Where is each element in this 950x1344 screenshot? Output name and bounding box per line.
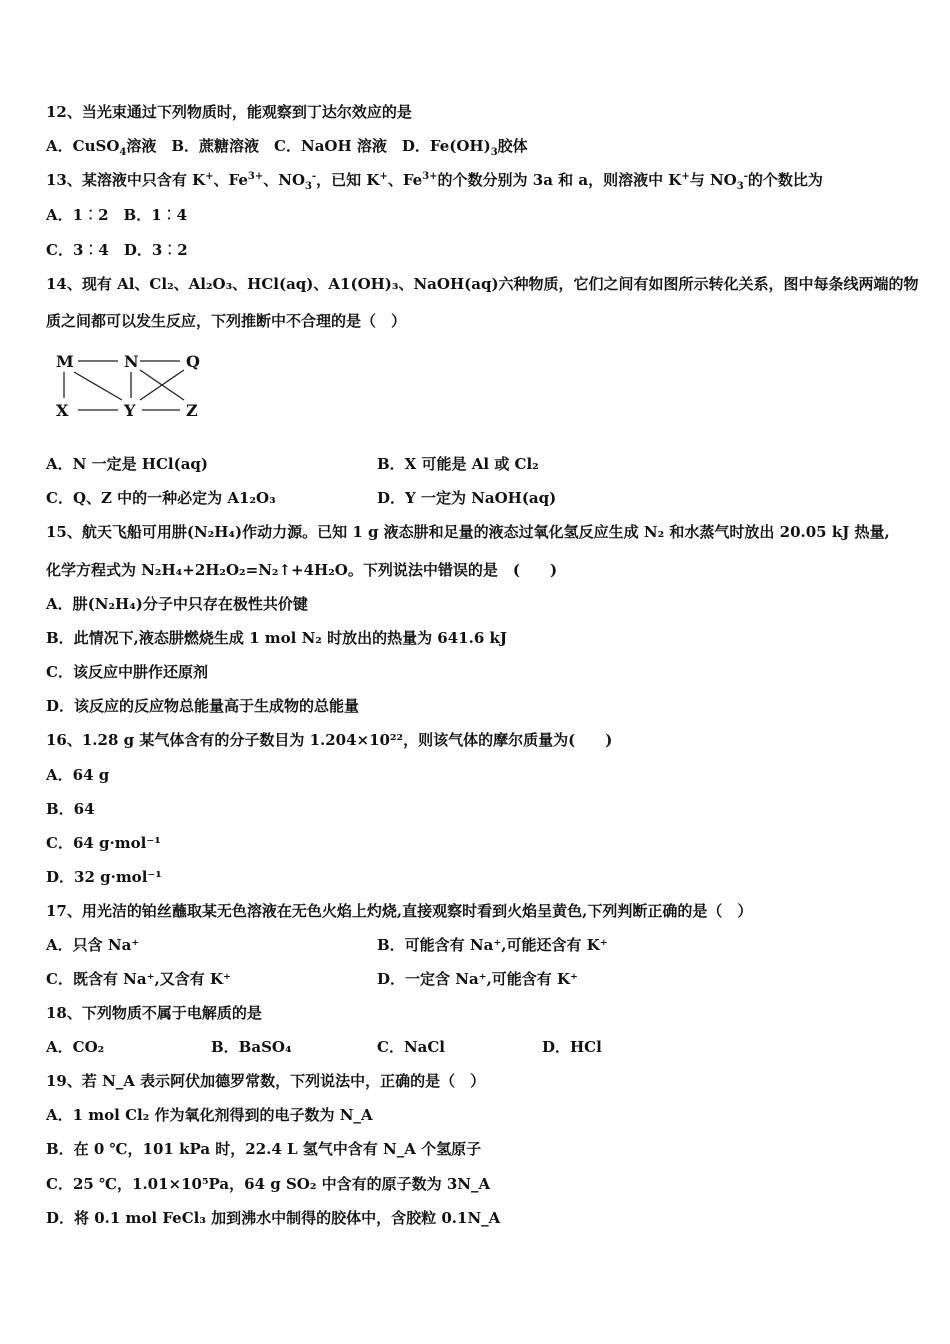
q16-option-d: D．32 g·mol⁻¹: [46, 868, 162, 886]
q19-option-d: D．将 0.1 mol FeCl₃ 加到沸水中制得的胶体中，含胶粒 0.1N_A: [46, 1209, 501, 1227]
q16-option-a: A．64 g: [46, 766, 110, 784]
q13-stem: 13、某溶液中只含有 K+、$Fe^{3+}$、$NO_3^-$，已知 K+、$Fe^{3+}$的个数分别为 3a 和 a，则溶液中 K+与 $NO_3^-$的个数比为: [46, 171, 823, 192]
node-n: N: [124, 352, 139, 371]
q18-option-b: B．BaSO₄: [211, 1038, 292, 1056]
q13-options-cd: C．3︰4 D．3︰2: [46, 241, 188, 259]
q15-option-a: A．肼(N₂H₄)分子中只存在极性共价键: [46, 595, 308, 613]
q17-option-d: D．一定含 Na⁺,可能含有 K⁺: [377, 970, 578, 988]
q18-stem: 18、下列物质不属于电解质的是: [46, 1004, 262, 1022]
q19-option-b: B．在 0 ℃，101 kPa 时，22.4 L 氢气中含有 N_A 个氢原子: [46, 1140, 482, 1158]
q19-stem: 19、若 N_A 表示阿伏加德罗常数，下列说法中，正确的是（ ）: [46, 1072, 486, 1090]
q16-option-c: C．64 g·mol⁻¹: [46, 834, 161, 852]
q15-stem-line1: 15、航天飞船可用肼(N₂H₄)作动力源。已知 1 g 液态肼和足量的液态过氧化氢反应生成 N₂ 和水蒸气时放出 20.05 kJ 热量,: [46, 523, 890, 541]
q17-option-c: C．既含有 Na⁺,又含有 K⁺: [46, 970, 231, 988]
q16-stem: 16、1.28 g 某气体含有的分子数目为 1.204×10²²，则该气体的摩尔质量为( ): [46, 731, 613, 749]
node-z: Z: [186, 401, 198, 420]
q13-options-ab: A．1︰2 B．1︰4: [46, 206, 188, 224]
node-m: M: [56, 352, 74, 371]
q12-stem: 12、当光束通过下列物质时，能观察到丁达尔效应的是: [46, 103, 412, 121]
q17-option-a: A．只含 Na⁺: [46, 936, 140, 954]
node-q: Q: [186, 352, 200, 371]
q14-option-a: A．N 一定是 HCl(aq): [46, 455, 209, 473]
q16-option-b: B．64: [46, 800, 95, 818]
q12-options: A．CuSO$_4$溶液 B．蔗糖溶液 C．NaOH 溶液 D．$Fe(OH)_3$胶体: [46, 137, 528, 158]
q19-option-a: A．1 mol Cl₂ 作为氧化剂得到的电子数为 N_A: [46, 1106, 373, 1124]
node-x: X: [56, 401, 69, 420]
q14-option-d: D．Y 一定为 NaOH(aq): [377, 489, 557, 507]
q19-option-c: C．25 ℃，1.01×10⁵Pa，64 g SO₂ 中含有的原子数为 3N_A: [46, 1175, 491, 1193]
q15-option-d: D．该反应的反应物总能量高于生成物的总能量: [46, 697, 360, 715]
edge-m-y: [74, 372, 122, 400]
q15-option-b: B．此情况下,液态肼燃烧生成 1 mol N₂ 时放出的热量为 641.6 kJ: [46, 629, 507, 647]
q17-stem: 17、用光洁的铂丝蘸取某无色溶液在无色火焰上灼烧,直接观察时看到火焰呈黄色,下列判断正确的是（ ）: [46, 902, 753, 920]
q17-option-b: B．可能含有 Na⁺,可能还含有 K⁺: [377, 936, 608, 954]
q14-stem-line2: 质之间都可以发生反应，下列推断中不合理的是（ ）: [46, 312, 407, 330]
q14-option-b: B．X 可能是 Al 或 Cl₂: [377, 455, 539, 473]
q15-option-c: C．该反应中肼作还原剂: [46, 663, 208, 681]
q14-relation-diagram: [52, 348, 212, 422]
q18-option-c: C．NaCl: [377, 1038, 446, 1056]
q18-option-d: D．HCl: [542, 1038, 602, 1056]
q14-stem-line1: 14、现有 Al、Cl₂、Al₂O₃、HCl(aq)、A1(OH)₃、NaOH(aq)六种物质，它们之间有如图所示转化关系，图中每条线两端的物: [46, 275, 919, 293]
q15-stem-line2: 化学方程式为 N₂H₄+2H₂O₂=N₂↑+4H₂O。下列说法中错误的是 ( ): [46, 561, 558, 579]
node-y: Y: [124, 401, 136, 420]
q18-option-a: A．CO₂: [46, 1038, 105, 1056]
q14-option-c: C．Q、Z 中的一种必定为 A1₂O₃: [46, 489, 276, 507]
